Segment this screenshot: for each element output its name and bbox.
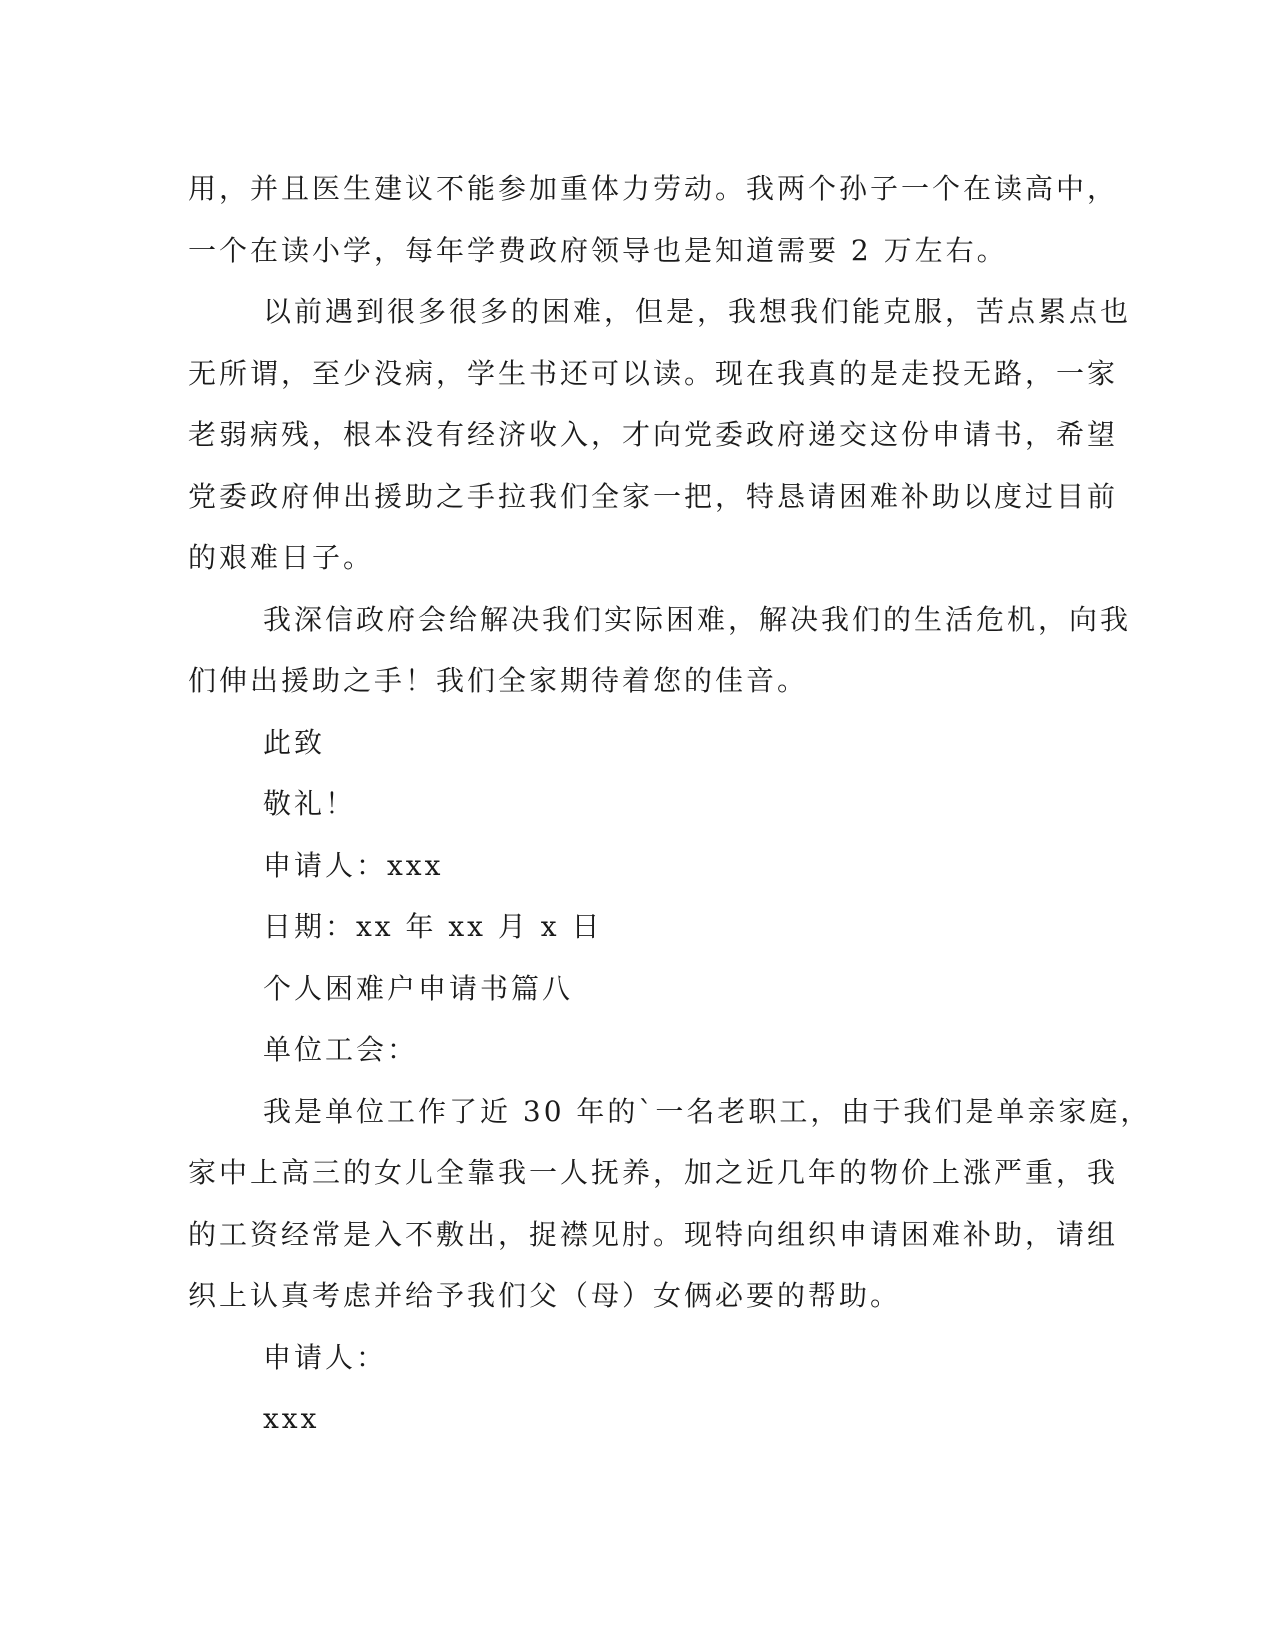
text-line: 无所谓，至少没病，学生书还可以读。现在我真的是走投无路，一家 (188, 356, 1119, 390)
section-title: 个人困难户申请书篇八 (263, 971, 574, 1005)
addressee-line: 单位工会： (263, 1033, 419, 1066)
text-line: 们伸出援助之手！我们全家期待着您的佳音。 (188, 664, 809, 697)
text-line: 一个在读小学，每年学费政府领导也是知道需要 2 万左右。 (188, 233, 1008, 267)
applicant-name: xxx (263, 1402, 320, 1435)
paragraph-start-line: 我是单位工作了近 30 年的`一名老职工，由于我们是单亲家庭， (263, 1094, 1152, 1128)
closing-regards: 敬礼！ (263, 787, 357, 820)
paragraph-start-line: 我深信政府会给解决我们实际困难，解决我们的生活危机，向我 (263, 602, 1132, 636)
paragraph-start-line: 以前遇到很多很多的困难，但是，我想我们能克服，苦点累点也 (263, 295, 1132, 328)
closing-salutation: 此致 (263, 725, 326, 759)
text-line: 老弱病残，根本没有经济收入，才向党委政府递交这份申请书，希望 (188, 418, 1119, 451)
text-line: 的艰难日子。 (188, 541, 375, 574)
text-line: 党委政府伸出援助之手拉我们全家一把，特恳请困难补助以度过目前 (188, 479, 1119, 513)
text-line: 用，并且医生建议不能参加重体力劳动。我两个孙子一个在读高中， (188, 172, 1119, 205)
text-line: 织上认真考虑并给予我们父（母）女俩必要的帮助。 (188, 1279, 902, 1312)
applicant-label: 申请人： (263, 1340, 388, 1374)
text-line: 家中上高三的女儿全靠我一人抚养，加之近几年的物价上涨严重，我 (188, 1156, 1119, 1189)
document-body (188, 158, 1152, 1450)
applicant-line: 申请人：xxx (263, 848, 444, 882)
text-line: 的工资经常是入不敷出，捉襟见肘。现特向组织申请困难补助，请组 (188, 1217, 1119, 1251)
date-line: 日期：xx 年 xx 月 x 日 (263, 910, 603, 943)
